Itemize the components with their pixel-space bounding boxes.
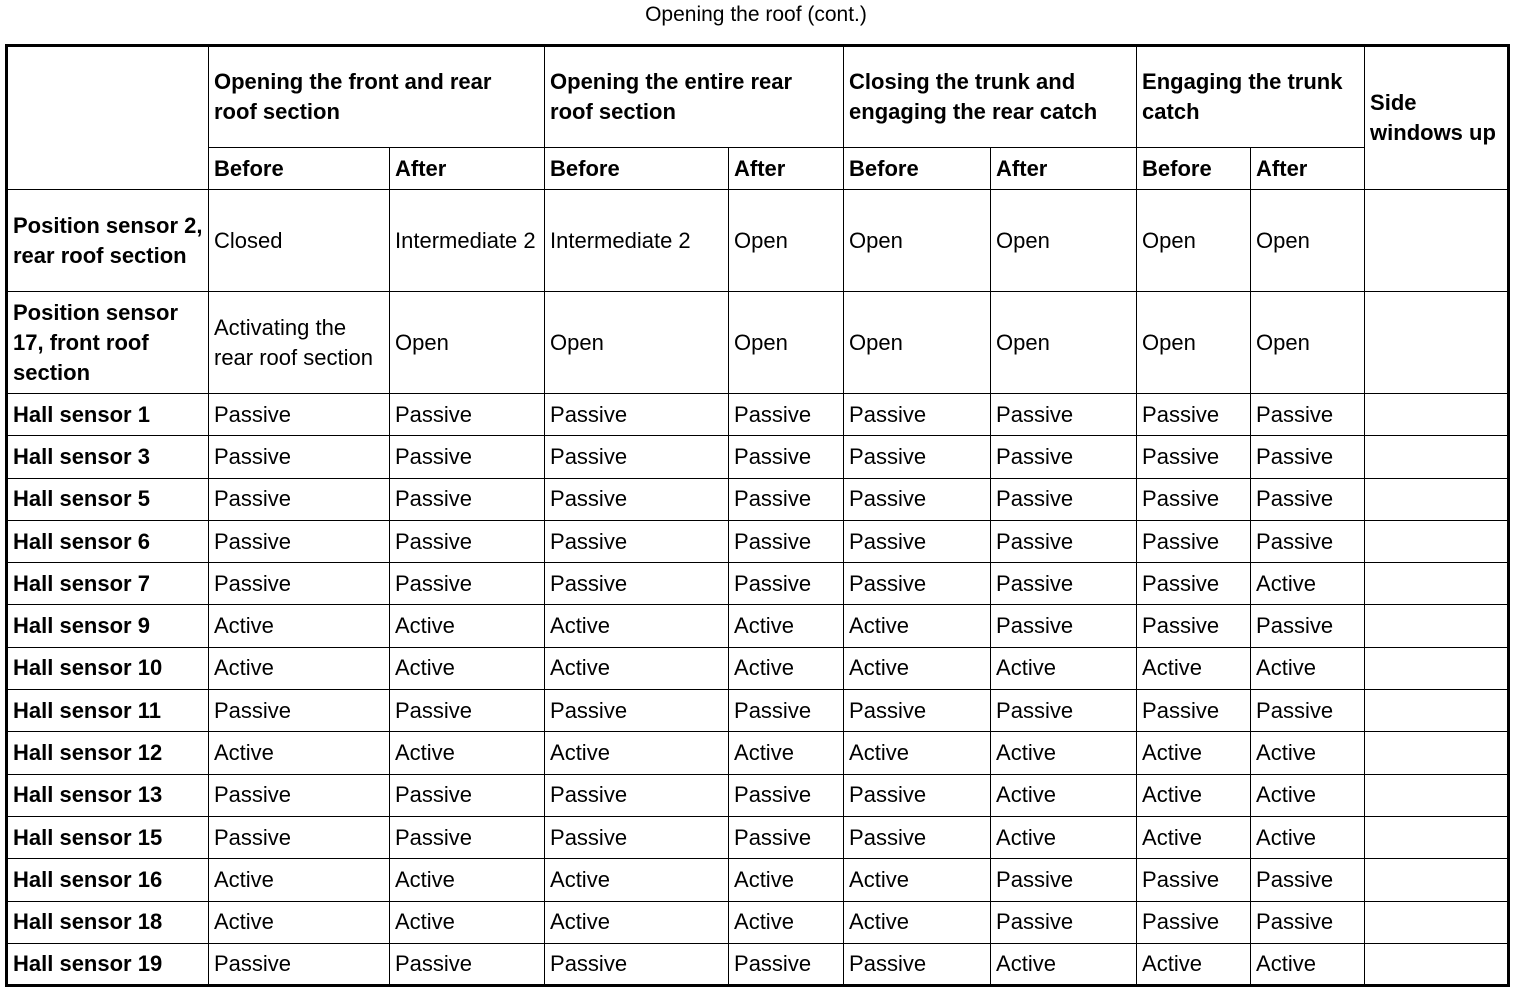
state-cell: Active <box>1137 732 1251 774</box>
state-cell: Active <box>991 816 1137 858</box>
state-cell: Passive <box>844 394 991 436</box>
state-cell: Active <box>209 605 390 647</box>
state-cell: Passive <box>390 816 545 858</box>
side-windows-cell <box>1365 478 1509 520</box>
state-cell: Passive <box>729 478 844 520</box>
state-cell: Passive <box>390 520 545 562</box>
group-header: Opening the front and rear roof section <box>209 46 545 148</box>
state-cell: Passive <box>390 690 545 732</box>
table-row <box>7 292 1509 394</box>
state-cell: Active <box>1251 732 1365 774</box>
state-cell: Passive <box>1137 859 1251 901</box>
state-cell: Open <box>991 190 1137 292</box>
row-label: Hall sensor 16 <box>7 859 209 901</box>
state-cell: Passive <box>1251 520 1365 562</box>
state-cell: Passive <box>729 943 844 985</box>
row-label: Hall sensor 6 <box>7 520 209 562</box>
state-cell: Passive <box>209 690 390 732</box>
sub-header-after: After <box>390 148 545 190</box>
state-cell: Passive <box>1137 520 1251 562</box>
state-cell: Open <box>1251 190 1365 292</box>
state-cell: Passive <box>209 774 390 816</box>
row-label: Hall sensor 9 <box>7 605 209 647</box>
sub-header-after: After <box>1251 148 1365 190</box>
side-windows-cell <box>1365 190 1509 292</box>
state-cell: Passive <box>991 901 1137 943</box>
row-label: Hall sensor 11 <box>7 690 209 732</box>
state-cell: Passive <box>1137 563 1251 605</box>
state-cell: Active <box>844 859 991 901</box>
table-row <box>7 690 1509 732</box>
side-windows-cell <box>1365 774 1509 816</box>
state-cell: Passive <box>729 774 844 816</box>
state-cell: Active <box>729 859 844 901</box>
state-cell: Passive <box>545 563 729 605</box>
state-cell: Active <box>729 732 844 774</box>
state-cell: Passive <box>844 690 991 732</box>
state-cell: Passive <box>729 816 844 858</box>
state-cell: Passive <box>844 816 991 858</box>
side-windows-cell <box>1365 859 1509 901</box>
state-cell: Passive <box>991 394 1137 436</box>
sub-header-after: After <box>991 148 1137 190</box>
group-header: Side windows up <box>1365 46 1509 190</box>
state-cell: Passive <box>1251 394 1365 436</box>
row-label: Hall sensor 12 <box>7 732 209 774</box>
state-cell: Active <box>390 605 545 647</box>
state-cell: Active <box>844 647 991 689</box>
state-cell: Active <box>1251 563 1365 605</box>
state-cell: Passive <box>1137 605 1251 647</box>
group-header: Engaging the trunk catch <box>1137 46 1365 148</box>
side-windows-cell <box>1365 292 1509 394</box>
state-cell: Passive <box>209 520 390 562</box>
row-label: Hall sensor 15 <box>7 816 209 858</box>
row-label: Hall sensor 3 <box>7 436 209 478</box>
state-cell: Passive <box>729 436 844 478</box>
sub-header-row <box>7 148 1509 190</box>
state-cell: Passive <box>390 394 545 436</box>
sub-header-before: Before <box>209 148 390 190</box>
table-row <box>7 901 1509 943</box>
state-cell: Active <box>729 901 844 943</box>
row-label: Hall sensor 19 <box>7 943 209 985</box>
state-cell: Passive <box>545 520 729 562</box>
state-cell: Passive <box>729 520 844 562</box>
sub-header-before: Before <box>844 148 991 190</box>
state-cell: Active <box>390 901 545 943</box>
state-cell: Active <box>209 901 390 943</box>
state-cell: Activating the rear roof section <box>209 292 390 394</box>
state-cell: Passive <box>844 563 991 605</box>
state-cell: Passive <box>209 563 390 605</box>
table-row <box>7 520 1509 562</box>
state-cell: Passive <box>545 394 729 436</box>
state-cell: Active <box>844 605 991 647</box>
state-cell: Passive <box>991 690 1137 732</box>
row-label: Hall sensor 18 <box>7 901 209 943</box>
state-cell: Active <box>1251 816 1365 858</box>
state-cell: Passive <box>1137 394 1251 436</box>
state-cell: Passive <box>390 563 545 605</box>
state-cell: Passive <box>991 859 1137 901</box>
state-cell: Passive <box>729 394 844 436</box>
state-cell: Active <box>991 647 1137 689</box>
state-cell: Passive <box>545 816 729 858</box>
state-cell: Passive <box>991 605 1137 647</box>
state-cell: Passive <box>1251 436 1365 478</box>
table-row <box>7 859 1509 901</box>
state-cell: Passive <box>991 520 1137 562</box>
state-cell: Passive <box>209 394 390 436</box>
state-cell: Passive <box>991 563 1137 605</box>
state-cell: Active <box>209 859 390 901</box>
state-cell: Passive <box>991 436 1137 478</box>
sub-header-after: After <box>729 148 844 190</box>
state-cell: Active <box>209 647 390 689</box>
state-cell: Passive <box>545 436 729 478</box>
state-cell: Passive <box>1137 478 1251 520</box>
table-row <box>7 943 1509 985</box>
state-cell: Active <box>545 605 729 647</box>
table-body <box>7 190 1509 986</box>
state-cell: Passive <box>390 943 545 985</box>
state-cell: Passive <box>844 943 991 985</box>
state-cell: Passive <box>1251 478 1365 520</box>
side-windows-cell <box>1365 690 1509 732</box>
state-cell: Active <box>1137 816 1251 858</box>
state-cell: Active <box>209 732 390 774</box>
table-row <box>7 190 1509 292</box>
state-cell: Passive <box>1251 901 1365 943</box>
state-cell: Passive <box>1251 859 1365 901</box>
state-cell: Passive <box>844 436 991 478</box>
state-cell: Active <box>1137 943 1251 985</box>
state-cell: Open <box>390 292 545 394</box>
row-label: Position sensor 17, front roof section <box>7 292 209 394</box>
state-cell: Active <box>1251 647 1365 689</box>
state-cell: Active <box>545 901 729 943</box>
state-cell: Passive <box>1251 690 1365 732</box>
state-cell: Open <box>991 292 1137 394</box>
state-cell: Active <box>1251 943 1365 985</box>
row-label: Hall sensor 13 <box>7 774 209 816</box>
state-cell: Passive <box>209 943 390 985</box>
state-cell: Passive <box>844 520 991 562</box>
state-cell: Active <box>729 605 844 647</box>
side-windows-cell <box>1365 605 1509 647</box>
sub-header-before: Before <box>545 148 729 190</box>
page-title: Opening the roof (cont.) <box>645 3 867 26</box>
state-cell: Passive <box>729 690 844 732</box>
table-row <box>7 647 1509 689</box>
state-cell: Active <box>729 647 844 689</box>
table-row <box>7 436 1509 478</box>
state-cell: Passive <box>209 816 390 858</box>
state-cell: Active <box>390 647 545 689</box>
state-cell: Closed <box>209 190 390 292</box>
row-label: Hall sensor 5 <box>7 478 209 520</box>
sensor-state-table <box>5 44 1510 987</box>
state-cell: Open <box>844 292 991 394</box>
state-cell: Active <box>545 859 729 901</box>
state-cell: Passive <box>209 436 390 478</box>
corner-cell <box>7 46 209 190</box>
state-cell: Active <box>1137 774 1251 816</box>
state-cell: Open <box>1137 190 1251 292</box>
side-windows-cell <box>1365 732 1509 774</box>
state-cell: Passive <box>844 774 991 816</box>
state-cell: Active <box>844 732 991 774</box>
state-cell: Active <box>991 732 1137 774</box>
table-row <box>7 563 1509 605</box>
state-cell: Intermediate 2 <box>390 190 545 292</box>
table-row <box>7 394 1509 436</box>
state-cell: Passive <box>1137 436 1251 478</box>
state-cell: Open <box>729 190 844 292</box>
table-row <box>7 816 1509 858</box>
state-cell: Open <box>545 292 729 394</box>
state-cell: Passive <box>209 478 390 520</box>
state-cell: Open <box>729 292 844 394</box>
side-windows-cell <box>1365 394 1509 436</box>
state-cell: Active <box>1251 774 1365 816</box>
side-windows-cell <box>1365 436 1509 478</box>
state-cell: Passive <box>1137 901 1251 943</box>
state-cell: Passive <box>390 436 545 478</box>
state-cell: Passive <box>729 563 844 605</box>
side-windows-cell <box>1365 647 1509 689</box>
state-cell: Active <box>545 647 729 689</box>
table-header <box>7 46 1509 190</box>
row-label: Hall sensor 1 <box>7 394 209 436</box>
state-cell: Passive <box>844 478 991 520</box>
state-cell: Passive <box>545 690 729 732</box>
state-cell: Passive <box>545 774 729 816</box>
state-cell: Active <box>844 901 991 943</box>
state-cell: Active <box>991 774 1137 816</box>
side-windows-cell <box>1365 520 1509 562</box>
state-cell: Intermediate 2 <box>545 190 729 292</box>
state-cell: Passive <box>1251 605 1365 647</box>
state-cell: Active <box>1137 647 1251 689</box>
state-cell: Open <box>1251 292 1365 394</box>
state-cell: Active <box>991 943 1137 985</box>
side-windows-cell <box>1365 901 1509 943</box>
group-header-row <box>7 46 1509 148</box>
side-windows-cell <box>1365 563 1509 605</box>
group-header: Opening the entire rear roof section <box>545 46 844 148</box>
state-cell: Passive <box>390 774 545 816</box>
state-cell: Passive <box>1137 690 1251 732</box>
table-row <box>7 774 1509 816</box>
table-row <box>7 478 1509 520</box>
group-header: Closing the trunk and engaging the rear catch <box>844 46 1137 148</box>
state-cell: Active <box>390 859 545 901</box>
side-windows-cell <box>1365 943 1509 985</box>
state-cell: Passive <box>390 478 545 520</box>
state-cell: Open <box>1137 292 1251 394</box>
table-row <box>7 732 1509 774</box>
sub-header-before: Before <box>1137 148 1251 190</box>
state-cell: Active <box>390 732 545 774</box>
side-windows-cell <box>1365 816 1509 858</box>
table-row <box>7 605 1509 647</box>
row-label: Position sensor 2, rear roof section <box>7 190 209 292</box>
state-cell: Passive <box>545 943 729 985</box>
state-cell: Passive <box>991 478 1137 520</box>
state-cell: Passive <box>545 478 729 520</box>
row-label: Hall sensor 10 <box>7 647 209 689</box>
row-label: Hall sensor 7 <box>7 563 209 605</box>
state-cell: Open <box>844 190 991 292</box>
state-cell: Active <box>545 732 729 774</box>
